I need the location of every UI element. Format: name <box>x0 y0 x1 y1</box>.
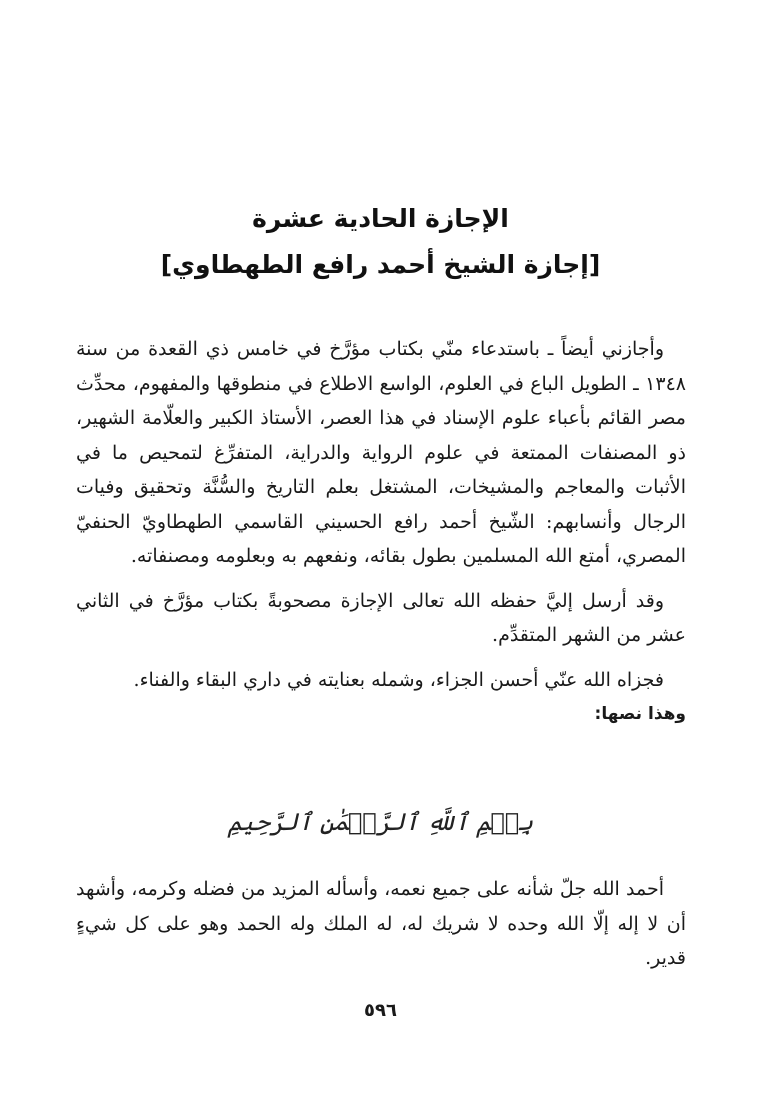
text-heading: وهذا نصها: <box>594 704 686 724</box>
paragraph-sent: وقد أرسل إليَّ حفظه الله تعالى الإجازة مصحوبةً بكتاب مؤرَّخ في الثاني عشر من الشهر المتقدِّم. <box>76 589 686 646</box>
paragraph-closing: أحمد الله جلّ شأنه على جميع نعمه، وأسأله المزيد من فضله وكرمه، وأشهد أن لا إله إلّا الله وحده لا شريك له، له الملك وله الحمد وهو على كل شيءٍ قدير. <box>76 878 686 969</box>
page-number: ٥٩٦ <box>364 1000 397 1021</box>
title-block <box>0 196 761 288</box>
body-text <box>76 332 686 732</box>
paragraph-thanks: فجزاه الله عنّي أحسن الجزاء، وشمله بعنايته في داري البقاء والفناء. <box>133 668 664 691</box>
chapter-title: الإجازة الحادية عشرة <box>252 204 509 233</box>
chapter-subtitle: [إجازة الشيخ أحمد رافع الطهطاوي] <box>160 250 601 279</box>
closing-text <box>76 872 686 976</box>
basmala: بِسۡمِ ٱللَّهِ ٱلرَّحۡمَٰنِ ٱلرَّحِيمِ <box>227 808 534 836</box>
paragraph-intro: وأجازني أيضاً ـ باستدعاء منّي بكتاب مؤرَّخ في خامس ذي القعدة من سنة ١٣٤٨ ـ الطويل الباع في العلوم، الواسع الاطلاع في منطوقها والمفهوم، محدِّث مصر القائم بأعباء علوم الإسناد في هذا العصر، الأستاذ الكبير والعلّامة الشهير، ذو المصنفات الممتعة في علوم الرواية والدراية، المتفرِّغ لتمحيص ما في الأثبات والمعاجم والمشيخات، المشتغل بعلم التاريخ والسُّنَّة وتحقيق وفيات الرجال وأنسابهم: الشّيخ أحمد رافع الحسيني القاسمي الطهطاويّ الحنفيّ المصري، أمتع الله المسلمين بطول بقائه، ونفعهم به وبعلومه ومصنفاته. <box>76 338 686 567</box>
